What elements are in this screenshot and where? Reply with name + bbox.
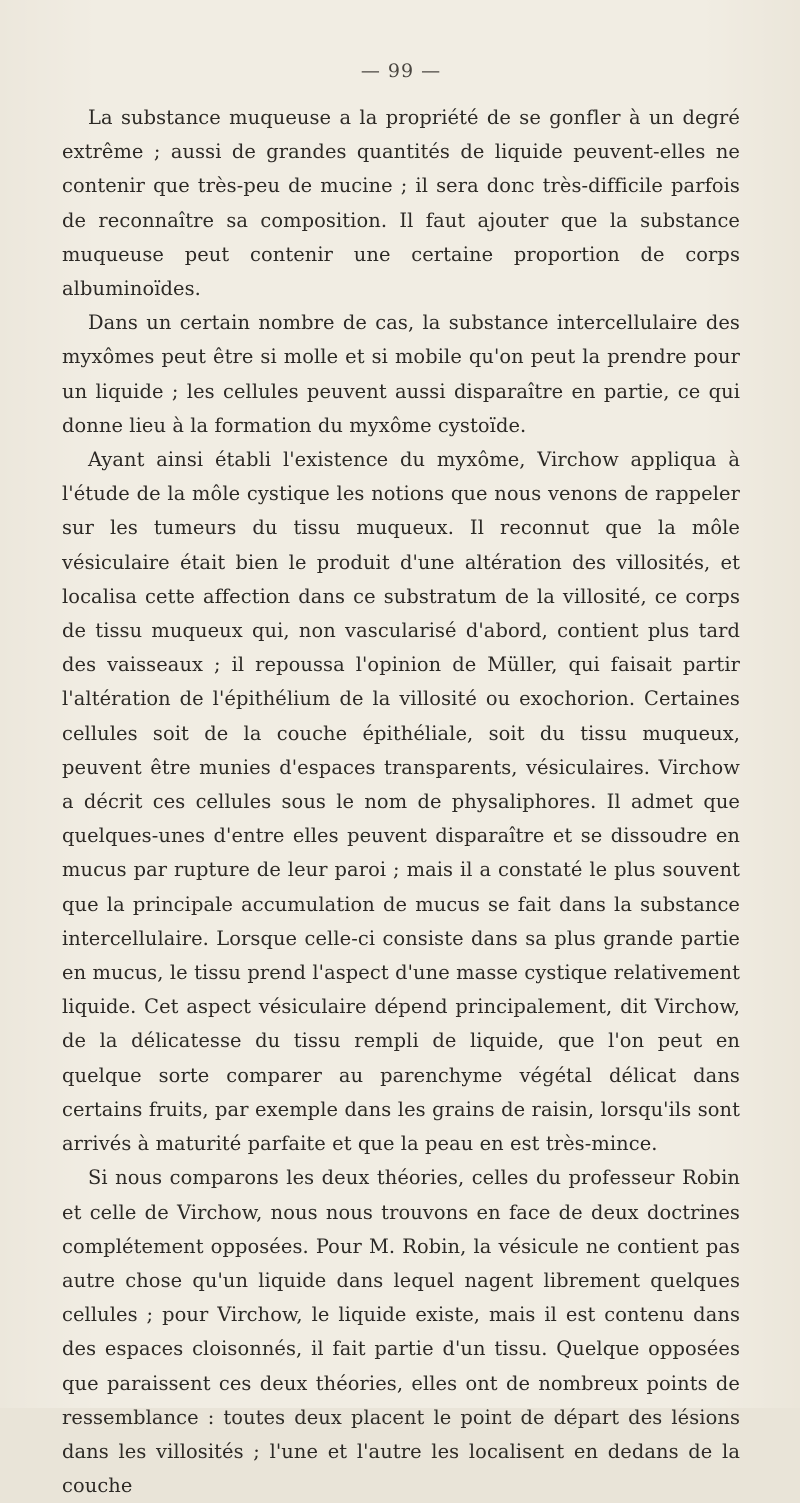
paragraph-virchow-theory: Ayant ainsi établi l'existence du myxôme, Virchow appliqua à l'étude de la môle cystique les notions que nous venons de rappeler sur les tumeurs du tissu muqueux. Il reconnut que la môle vésiculaire était bien le produit d'une altération des villosités, et localisa cette affection dans ce substratum de la villosité, ce corps de tissu muqueux qui, non vascularisé d'abord, contient plus tard des vaisseaux ; il repoussa l'opinion de Müller, qui faisait partir l'altération de l'épithélium de la villosité ou exochorion. Certaines cellules soit de la couche épithéliale, soit du tissu muqueux, peuvent être munies d'espaces transparents, vésiculaires. Virchow a décrit ces cellules sous le nom de physaliphores. Il admet que quelques-unes d'entre elles peuvent disparaître et se dissoudre en mucus par rupture de leur paroi ; mais il a constaté le plus souvent que la principale accumulation de mucus se fait dans la substance intercellulaire. Lorsque celle-ci consiste dans sa plus grande partie en mucus, le tissu prend l'aspect d'une masse cystique relativement liquide. Cet aspect vésiculaire dépend principalement, dit Virchow, de la délicatesse du tissu rempli de liquide, que l'on peut en quelque sorte comparer au parenchyme végétal délicat dans certains fruits, par exemple dans les grains de raisin, lorsqu'ils sont arrivés à maturité parfaite et que la peau en est très-mince. <box>62 448 740 1156</box>
paragraph-cystoid-myxoma: Dans un certain nombre de cas, la substance intercellulaire des myxômes peut être si molle et si mobile qu'on peut la prendre pour un liquide ; les cellules peuvent aussi disparaître en partie, ce qui donne lieu à la formation du myxôme cystoïde. <box>62 311 740 437</box>
paragraph-mucous-substance: La substance muqueuse a la propriété de se gonfler à un degré extrême ; aussi de grandes quantités de liquide peuvent-elles ne contenir que très-peu de mucine ; il sera donc très-difficile parfois de reconnaître sa composition. Il faut ajouter que la substance muqueuse peut contenir une certaine proportion de corps albuminoïdes. <box>62 106 740 301</box>
paragraph-theory-comparison: Si nous comparons les deux théories, celles du professeur Robin et celle de Virchow, nous nous trouvons en face de deux doctrines complétement opposées. Pour M. Robin, la vésicule ne contient pas autre chose qu'un liquide dans lequel nagent librement quelques cellules ; pour Virchow, le liquide existe, mais il est contenu dans des espaces cloisonnés, il fait partie d'un tissu. Quelque opposées que paraissent ces deux théories, elles ont de nombreux points de ressemblance : toutes deux placent le point de départ des lésions dans les villosités ; l'une et l'autre les localisent en dedans de la couche <box>62 1166 740 1498</box>
page-number: — 99 — <box>360 60 442 82</box>
